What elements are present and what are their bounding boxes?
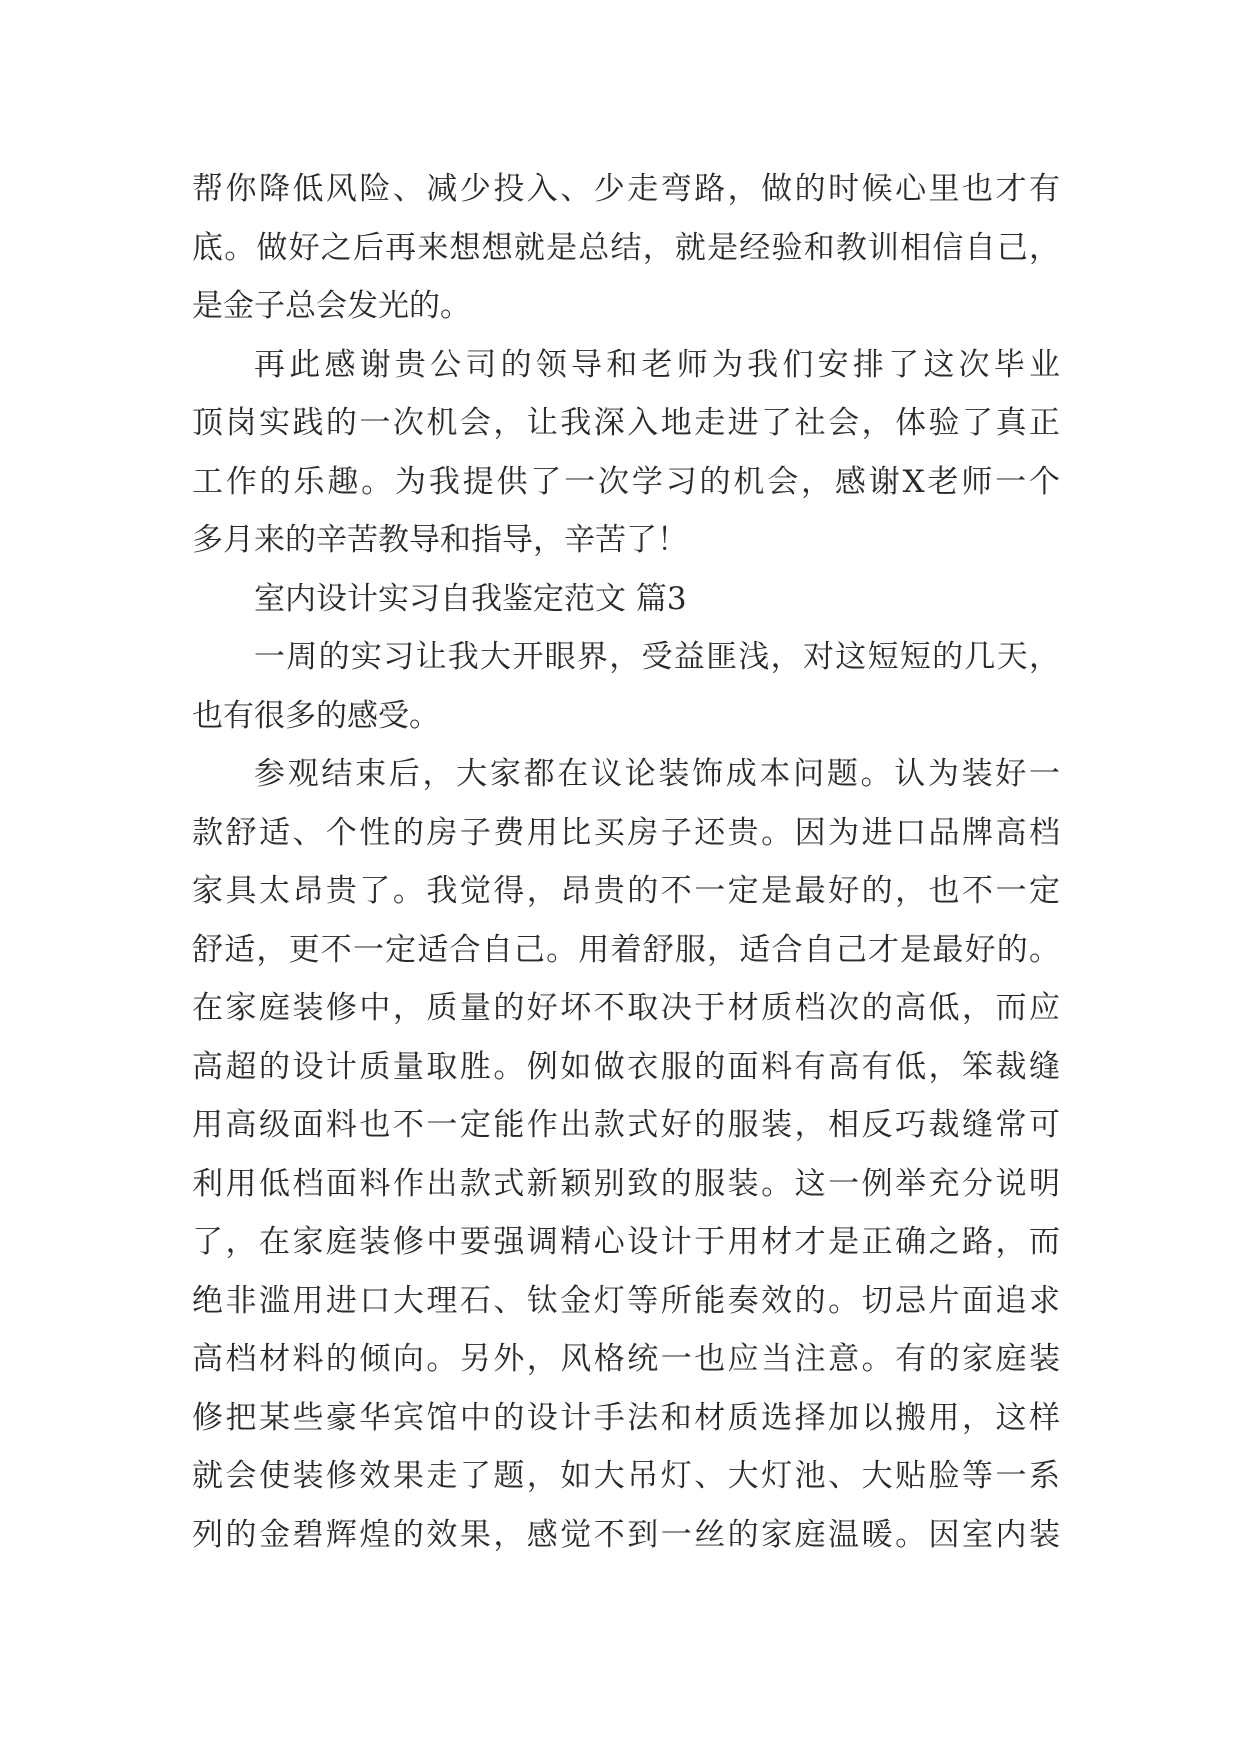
document-body <box>192 160 1060 1564</box>
text-line: 帮你降低风险、减少投入、少走弯路，做的时候心里也才有 <box>192 171 1060 207</box>
text-line: 就会使装修效果走了题，如大吊灯、大灯池、大贴脸等一系 <box>192 1458 1060 1494</box>
text-line: 高档材料的倾向。另外，风格统一也应当注意。有的家庭装 <box>192 1341 1060 1377</box>
text-line: 款舒适、个性的房子费用比买房子还贵。因为进口品牌高档 <box>192 814 1060 851</box>
text-line: 再此感谢贵公司的领导和老师为我们安排了这次毕业 <box>254 346 1060 383</box>
text-line: 修把某些豪华宾馆中的设计手法和材质选择加以搬用，这样 <box>192 1399 1060 1436</box>
text-line: 也有很多的感受。 <box>192 697 440 734</box>
text-line: 绝非滥用进口大理石、钛金灯等所能奏效的。切忌片面追求 <box>192 1282 1060 1319</box>
text-line: 室内设计实习自我鉴定范文 篇3 <box>254 580 687 617</box>
text-line: 舒适，更不一定适合自己。用着舒服，适合自己才是最好的。 <box>192 931 1060 968</box>
text-line: 利用低档面料作出款式新颖别致的服装。这一例举充分说明 <box>192 1165 1060 1202</box>
text-line: 多月来的辛苦教导和指导，辛苦了！ <box>192 522 688 558</box>
text-line: 顶岗实践的一次机会，让我深入地走进了社会，体验了真正 <box>192 405 1060 441</box>
text-line: 用高级面料也不一定能作出款式好的服装，相反巧裁缝常可 <box>192 1107 1060 1143</box>
text-line: 参观结束后，大家都在议论装饰成本问题。认为装好一 <box>254 756 1060 792</box>
text-line: 一周的实习让我大开眼界，受益匪浅，对这短短的几天， <box>254 639 1060 675</box>
text-line: 高超的设计质量取胜。例如做衣服的面料有高有低，笨裁缝 <box>192 1048 1060 1085</box>
text-line: 家具太昂贵了。我觉得，昂贵的不一定是最好的，也不一定 <box>192 873 1060 909</box>
text-line: 底。做好之后再来想想就是总结，就是经验和教训相信自己， <box>192 229 1060 266</box>
text-line: 在家庭装修中，质量的好坏不取决于材质档次的高低，而应 <box>192 990 1060 1026</box>
text-line: 工作的乐趣。为我提供了一次学习的机会，感谢X老师一个 <box>192 463 1060 500</box>
text-line: 列的金碧辉煌的效果，感觉不到一丝的家庭温暖。因室内装 <box>192 1516 1060 1553</box>
text-line: 了，在家庭装修中要强调精心设计于用材才是正确之路，而 <box>192 1224 1060 1260</box>
text-line: 是金子总会发光的。 <box>192 288 471 324</box>
